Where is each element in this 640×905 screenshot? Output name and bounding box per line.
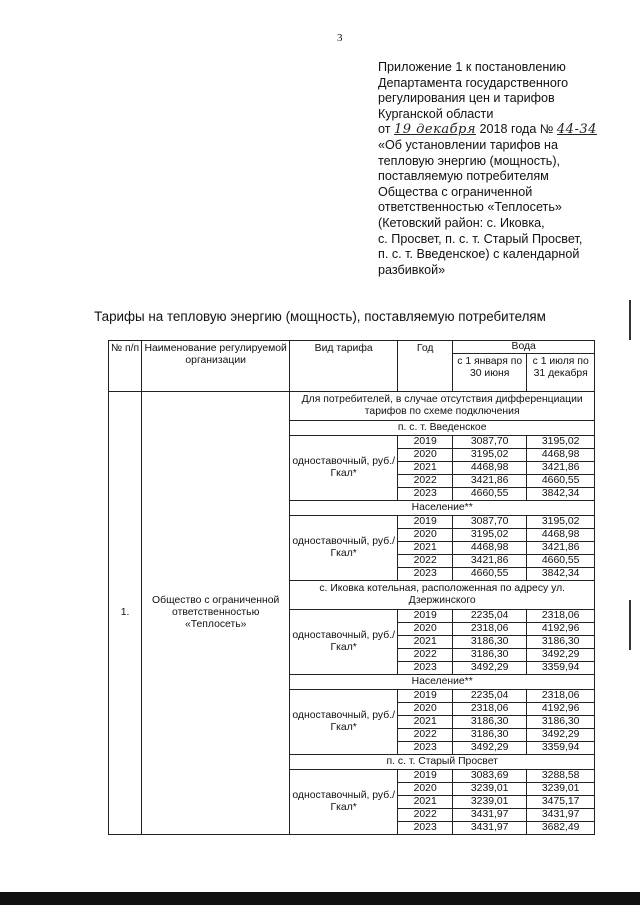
year-cell: 2019 — [398, 770, 453, 783]
tariff-value-h2: 3288,58 — [527, 770, 595, 783]
tariff-value-h2: 4660,55 — [527, 475, 595, 488]
header-year: Год — [398, 341, 453, 392]
header-org: Наименование регулируемой организации — [142, 341, 290, 392]
appendix-subject-line: разбивкой» — [378, 262, 446, 277]
appendix-date-line — [378, 122, 628, 138]
tariff-value-h2: 3682,49 — [527, 822, 595, 835]
tariff-value-h2: 3195,02 — [527, 516, 595, 529]
year-cell: 2020 — [398, 703, 453, 716]
scan-bottom-border — [0, 892, 640, 905]
section-title: с. Иковка котельная, расположенная по адресу ул. Дзержинского — [290, 581, 595, 610]
tariff-value-h1: 2318,06 — [453, 623, 527, 636]
tariff-value-h1: 2318,06 — [453, 703, 527, 716]
year-cell: 2019 — [398, 516, 453, 529]
header-period-1: с 1 января по 30 июня — [453, 354, 527, 392]
appendix-subject-line: п. с. т. Введенское) с календарной — [378, 247, 580, 262]
tariff-type: одноставочный, руб./Гкал* — [290, 770, 398, 835]
year-cell: 2021 — [398, 542, 453, 555]
tariff-type: одноставочный, руб./Гкал* — [290, 610, 398, 675]
year-cell: 2023 — [398, 662, 453, 675]
year-text: 2018 года № — [479, 122, 554, 137]
tariff-value-h1: 3431,97 — [453, 822, 527, 835]
tariff-value-h1: 3087,70 — [453, 516, 527, 529]
appendix-subject-line: (Кетовский район: с. Иковка, — [378, 215, 545, 230]
tariff-value-h2: 4468,98 — [527, 449, 595, 462]
appendix-block — [378, 60, 628, 278]
appendix-subject-line: Общества с ограниченной — [378, 184, 533, 199]
tariff-value-h2: 4192,96 — [527, 703, 595, 716]
tariff-value-h1: 3186,30 — [453, 636, 527, 649]
tariff-value-h2: 2318,06 — [527, 690, 595, 703]
tariff-value-h2: 4468,98 — [527, 529, 595, 542]
section-header-row — [109, 392, 595, 421]
year-cell: 2020 — [398, 783, 453, 796]
year-cell: 2021 — [398, 462, 453, 475]
organization-name: Общество с ограниченной ответственностью «Теплосеть» — [142, 392, 290, 835]
year-cell: 2022 — [398, 729, 453, 742]
tariff-value-h1: 4468,98 — [453, 542, 527, 555]
year-cell: 2019 — [398, 610, 453, 623]
tariff-value-h2: 3239,01 — [527, 783, 595, 796]
year-cell: 2022 — [398, 809, 453, 822]
year-cell: 2020 — [398, 529, 453, 542]
year-cell: 2023 — [398, 742, 453, 755]
year-cell: 2021 — [398, 716, 453, 729]
section-title: Для потребителей, в случае отсутствия дифференциации тарифов по схеме подключения — [290, 392, 595, 421]
document-title: Тарифы на тепловую энергию (мощность), поставляемую потребителям — [94, 309, 546, 324]
tariff-value-h1: 3195,02 — [453, 529, 527, 542]
header-tariff: Вид тарифа — [290, 341, 398, 392]
tariff-value-h2: 3475,17 — [527, 796, 595, 809]
tariff-value-h1: 3083,69 — [453, 770, 527, 783]
tariff-type: одноставочный, руб./Гкал* — [290, 516, 398, 581]
tariff-value-h1: 3492,29 — [453, 662, 527, 675]
tariff-value-h1: 2235,04 — [453, 690, 527, 703]
tariff-value-h2: 3359,94 — [527, 662, 595, 675]
year-cell: 2023 — [398, 822, 453, 835]
row-number: 1. — [109, 392, 142, 835]
appendix-line: Департамента государственного — [378, 75, 569, 90]
year-cell: 2023 — [398, 488, 453, 501]
header-num: № п/п — [109, 341, 142, 392]
appendix-subject-line: с. Просвет, п. с. т. Старый Просвет, — [378, 231, 583, 246]
appendix-line: Приложение 1 к постановлению — [378, 60, 566, 74]
tariff-value-h2: 3492,29 — [527, 649, 595, 662]
tariff-value-h1: 3186,30 — [453, 649, 527, 662]
year-cell: 2021 — [398, 636, 453, 649]
page-number: 3 — [337, 32, 343, 44]
section-title: Население** — [290, 675, 595, 690]
tariff-type: одноставочный, руб./Гкал* — [290, 690, 398, 755]
header-water: Вода — [453, 341, 595, 354]
year-cell: 2022 — [398, 649, 453, 662]
year-cell: 2021 — [398, 796, 453, 809]
date-prefix: от — [378, 122, 391, 137]
tariff-value-h1: 3195,02 — [453, 449, 527, 462]
tariff-value-h2: 3421,86 — [527, 542, 595, 555]
handwritten-number: 44-34 — [556, 122, 597, 138]
tariff-value-h1: 4468,98 — [453, 462, 527, 475]
tariff-value-h2: 2318,06 — [527, 610, 595, 623]
tariff-value-h2: 3359,94 — [527, 742, 595, 755]
year-cell: 2019 — [398, 436, 453, 449]
year-cell: 2020 — [398, 449, 453, 462]
tariff-value-h2: 3186,30 — [527, 636, 595, 649]
tariff-value-h2: 4192,96 — [527, 623, 595, 636]
tariff-value-h1: 3492,29 — [453, 742, 527, 755]
tariff-value-h1: 3186,30 — [453, 729, 527, 742]
tariff-value-h2: 3492,29 — [527, 729, 595, 742]
tariff-value-h2: 3842,34 — [527, 488, 595, 501]
scan-edge-mark — [629, 300, 631, 340]
section-title: п. с. т. Старый Просвет — [290, 755, 595, 770]
tariff-table — [108, 340, 595, 835]
section-title: Население** — [290, 501, 595, 516]
appendix-subject — [378, 138, 628, 278]
tariff-value-h2: 3431,97 — [527, 809, 595, 822]
appendix-subject-line: тепловую энергию (мощность), — [378, 153, 561, 168]
tariff-value-h1: 3239,01 — [453, 783, 527, 796]
appendix-line: регулирования цен и тарифов — [378, 91, 555, 106]
tariff-value-h2: 3186,30 — [527, 716, 595, 729]
year-cell: 2020 — [398, 623, 453, 636]
tariff-value-h1: 3186,30 — [453, 716, 527, 729]
tariff-value-h1: 4660,55 — [453, 568, 527, 581]
year-cell: 2022 — [398, 555, 453, 568]
appendix-subject-line: ответственностью «Теплосеть» — [378, 200, 562, 215]
tariff-value-h2: 3421,86 — [527, 462, 595, 475]
header-period-2: с 1 июля по 31 декабря — [527, 354, 595, 392]
tariff-value-h1: 3239,01 — [453, 796, 527, 809]
tariff-value-h1: 3087,70 — [453, 436, 527, 449]
tariff-value-h2: 3842,34 — [527, 568, 595, 581]
handwritten-date: 19 декабря — [394, 122, 476, 138]
scan-edge-mark — [629, 600, 631, 650]
tariff-value-h1: 3421,86 — [453, 475, 527, 488]
tariff-value-h2: 3195,02 — [527, 436, 595, 449]
year-cell: 2023 — [398, 568, 453, 581]
year-cell: 2022 — [398, 475, 453, 488]
tariff-value-h1: 2235,04 — [453, 610, 527, 623]
tariff-value-h2: 4660,55 — [527, 555, 595, 568]
section-title: п. с. т. Введенское — [290, 421, 595, 436]
appendix-line: Курганской области — [378, 106, 494, 121]
tariff-value-h1: 3431,97 — [453, 809, 527, 822]
tariff-value-h1: 3421,86 — [453, 555, 527, 568]
year-cell: 2019 — [398, 690, 453, 703]
tariff-value-h1: 4660,55 — [453, 488, 527, 501]
appendix-subject-line: «Об установлении тарифов на — [378, 137, 559, 152]
tariff-type: одноставочный, руб./Гкал* — [290, 436, 398, 501]
appendix-subject-line: поставляемую потребителям — [378, 169, 549, 184]
